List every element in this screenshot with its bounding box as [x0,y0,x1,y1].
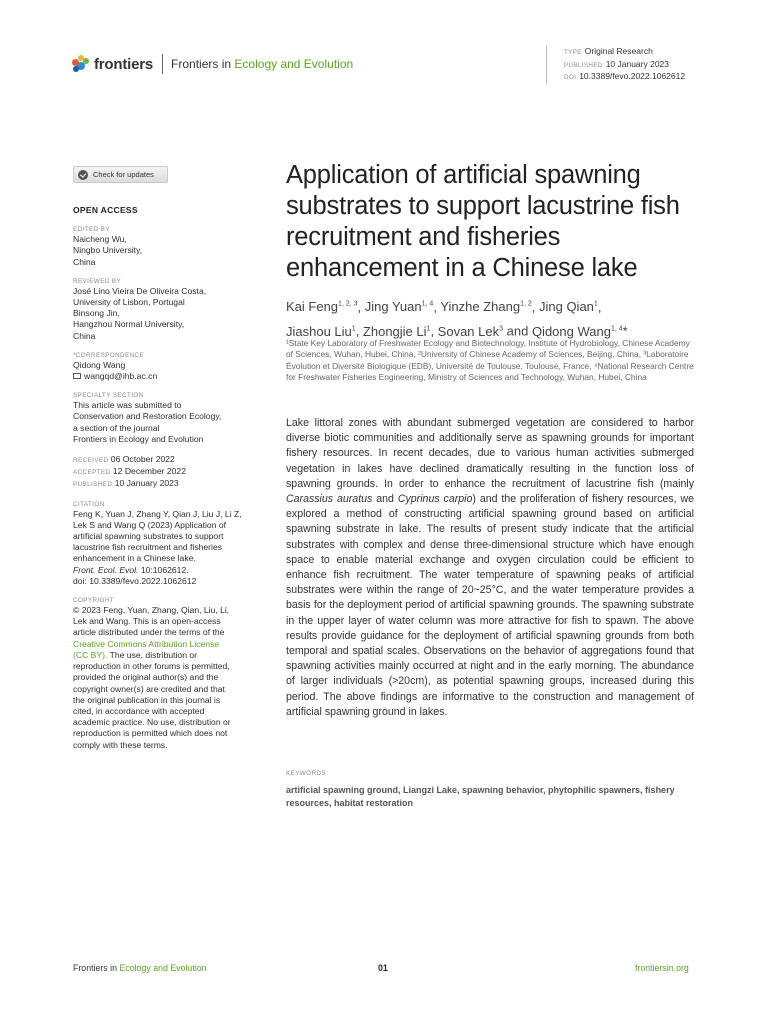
species-name: Carassius auratus [286,493,373,506]
citation-line: lacustrine fish recruitment and fisheries [73,542,223,553]
citation-label: CITATION [73,500,105,508]
mail-icon [73,373,81,379]
copyright-line: provided the original author(s) and the [73,672,219,683]
author[interactable]: Jiashou Liu$^1$ [286,323,356,339]
edited-by-label: EDITED BY [73,226,110,234]
received-date: 06 October 2022 [110,454,175,465]
dates-block: RECEIVED 06 October 2022 ACCEPTED 12 December 2022 PUBLISHED 10 January 2023 [73,454,186,489]
copyright-line: (CC BY). The use, distribution or [73,649,198,660]
copyright-line: article distributed under the terms of the [73,627,225,638]
journal-title: Frontiers in Ecology and Evolution [171,57,354,71]
author[interactable]: Sovan Lek$^3$ [437,323,504,339]
footer-journal[interactable]: Frontiers in Ecology and Evolution [73,963,207,973]
copyright-label: COPYRIGHT [73,597,115,605]
check-for-updates-button[interactable]: Check for updates [73,166,168,183]
editor-line: China [73,256,96,267]
copyright-line: comply with these terms. [73,739,168,750]
copyright-line: reproduction in other forums is permitted, [73,661,230,672]
article-sidebar [73,166,258,751]
article-title: Application of artificial spawning substrates to support lacustrine fish recruitment and fisheries enhancement in a Chinese lake [286,161,680,282]
footer-site-link[interactable]: frontiersin.org [635,963,689,973]
specialty-line: a section of the journal [73,422,160,433]
author[interactable]: Zhongjie Li$^1$ [362,323,431,339]
accepted-date: 12 December 2022 [112,466,186,477]
page-number: 01 [378,963,388,973]
citation-line: Lek S and Wang Q (2023) Application of [73,519,227,530]
citation-doi[interactable]: doi: 10.3389/fevo.2022.1062612 [73,575,197,586]
correspondent-name: Qidong Wang [73,359,126,370]
abstract: Lake littoral zones with abundant submerged vegetation are considered to harbor diverse biotic communities and additionally serve as spawning grounds for important fishery resources. In recent decades, due to various human activities submerged vegetation in lakes have declined dramatically resulting in the function loss of spawning grounds. In order to enhance the recruitment of lacustrine fish (mainly Carassius auratus and Cyprinus carpio) and the proliferation of fishery resources, we explored a method of constructing artificial spawning ground based on artificial spawning substrate in lake. The results of present study indicate that the artificial substrates with complex and dense three-dimensional structure which have enough space to enable material exchange and oxygen circulation could be efficient to enhance fish recruitment. The water temperature of spawning peaks of artificial substrates were within the range of 20~25°C, and the water temperature provides a basis for the deployment period of artificial spawning grounds. The spawning substrate in the upper layer of water column was more attractive for fish to spawn. The above results provide guidance for the deployment of artificial spawning grounds from both temporal and spatial scales. Observations on the behavior of aggregations found that spawning activities mainly occurred at night and in the early morning. The abundance of larger individuals (>20cm), as potential spawning groups, increased during this period. The above findings are informative to the construction and management of artificial spawning ground in lakes. [286,417,695,718]
cc-by-link[interactable]: (CC BY). [73,649,108,660]
copyright-line: Lek and Wang. This is an open-access [73,616,221,627]
correspondence-email[interactable]: wangqd@ihb.ac.cn [73,371,258,382]
author[interactable]: Jing Qian$^1$ [538,299,598,315]
published-date: 10 January 2023 [605,58,670,69]
reviewer-line: China [73,330,96,341]
copyright-line: © 2023 Feng, Yuan, Zhang, Qian, Liu, Li, [73,605,230,616]
copyright-line: the original publication in this journal is [73,694,221,705]
doi-link[interactable]: 10.3389/fevo.2022.1062612 [579,71,686,81]
author[interactable]: Qidong Wang$^{1, 4}$ [531,323,623,339]
specialty-section-label: SPECIALTY SECTION [73,392,144,400]
author-list: Kai Feng$^{1, 2, 3}$, Jing Yuan$^{1, 4}$, Yinzhe Zhang$^{1, 2}$, Jing Qian$^1$, Jiashou Liu$^1$, Zhongjie Li$^1$, Sovan Lek$^3$ and Qidong Wang$^{1, 4}$* [286,299,628,339]
keywords-list: artificial spawning ground, Liangzi Lake, spawning behavior, phytophilic spawners, fishery resources, habitat restoration [286,785,675,809]
article-type: Original Research [584,46,653,56]
specialty-line: Frontiers in Ecology and Evolution [73,433,204,444]
open-access-label: OPEN ACCESS [73,205,138,215]
keywords-label: KEYWORDS [286,770,326,777]
correspondence-label: *CORRESPONDENCE [73,351,145,359]
article-meta: TYPE Original Research PUBLISHED 10 January 2023 DOI 10.3389/fevo.2022.1062612 [546,46,685,84]
copyright-line: copyright owner(s) are credited and that [73,683,225,694]
logo-wordmark: frontiers [94,55,154,73]
reviewer-line: University of Lisbon, Portugal [73,297,185,308]
author[interactable]: Kai Feng$^{1, 2, 3}$ [286,299,358,315]
author[interactable]: Jing Yuan$^{1, 4}$ [364,299,434,315]
reviewed-by-label: REVIEWED BY [73,277,122,285]
reviewer-line: Binsong Jin, [73,308,120,319]
specialty-line: This article was submitted to [73,400,182,411]
affiliations: ¹State Key Laboratory of Freshwater Ecology and Biotechnology, Institute of Hydrobiology, Chinese Academy of Sciences, Wuhan, Hubei, China, ²University of Chinese Academy of Sciences, Beijing, China, ³Laboratoire Évolution et Diversité Biologique (EDB), Université de Toulouse, Toulouse, France, ⁴National Research Centre for Freshwater Fisheries Engineering, Ministry of Sciences and Technology, Wuhan, Hubei, China [286,338,694,383]
citation-line: enhancement in a Chinese lake. [73,553,196,564]
citation-line: artificial spawning substrates to support [73,531,224,542]
reviewer-line: Hangzhou Normal University, [73,319,185,330]
specialty-line: Conservation and Restoration Ecology, [73,411,222,422]
copyright-line: academic practice. No use, distribution or [73,717,231,728]
copyright-line: reproduction is permitted which does not [73,728,228,739]
journal-brand[interactable] [72,54,353,74]
frontiers-logo-icon [72,55,90,73]
species-name: Cyprinus carpio [397,493,473,506]
citation-line: Feng K, Yuan J, Zhang Y, Qian J, Liu J, Li Z, [73,508,242,519]
reviewer-line: José Lino Vieira De Oliveira Costa, [73,285,207,296]
check-updates-icon [78,170,88,180]
citation-journal-line: Front. Ecol. Evol. 10:1062612. [73,564,189,575]
cc-license-link[interactable]: Creative Commons Attribution License [73,638,220,649]
editor-line: Naicheng Wu, [73,234,127,245]
editor-line: Ningbo University, [73,245,143,256]
author[interactable]: Yinzhe Zhang$^{1, 2}$ [440,299,532,315]
brand-divider [162,54,163,74]
sidebar-published-date: 10 January 2023 [114,478,179,489]
copyright-line: cited, in accordance with accepted [73,705,205,716]
